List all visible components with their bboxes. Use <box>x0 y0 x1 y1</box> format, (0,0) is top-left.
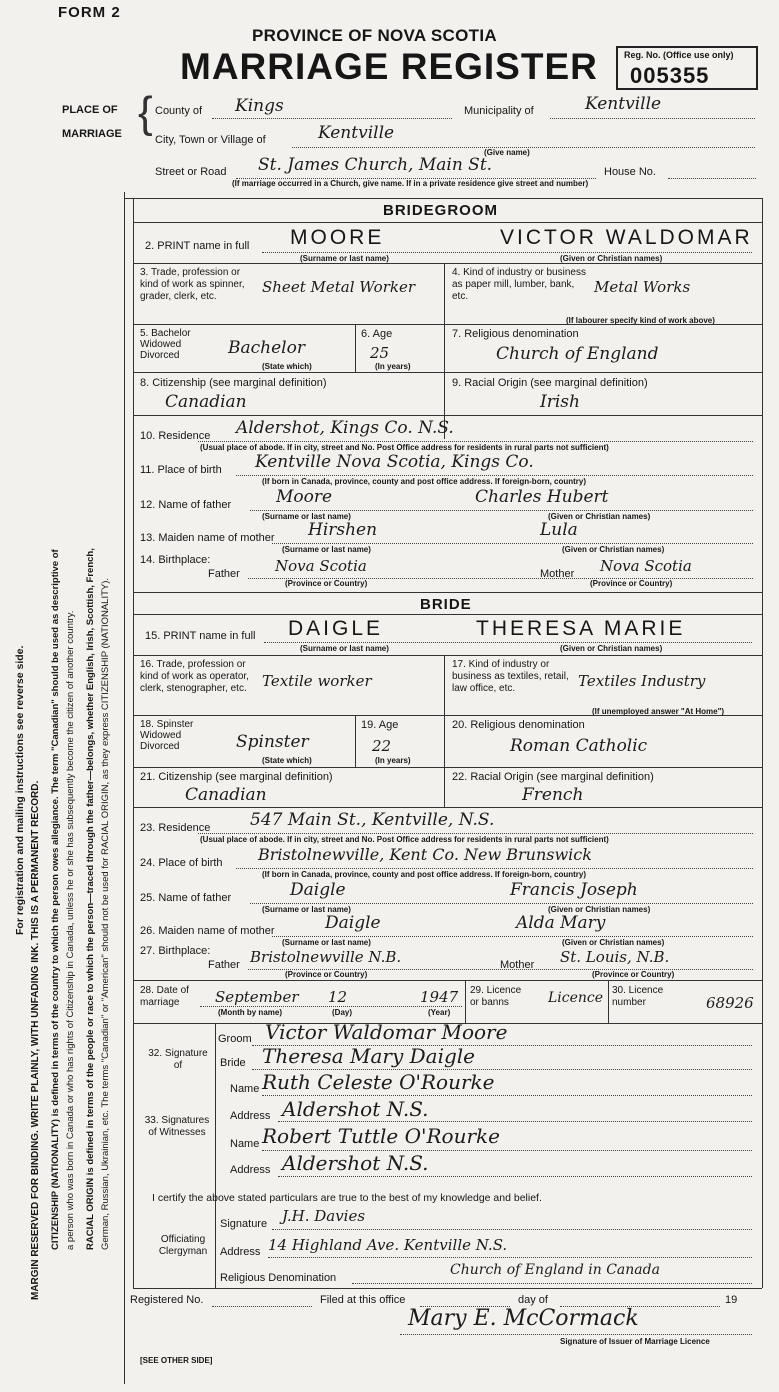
month-note: (Month by name) <box>218 1008 282 1017</box>
bridegroom-heading: BRIDEGROOM <box>383 202 498 219</box>
bride-given-note: (Given or Christian names) <box>560 644 663 653</box>
clergy-sig-label: Signature <box>220 1218 268 1230</box>
groom-mother-birth: Nova Scotia <box>600 557 692 575</box>
clergy-address-label: Address <box>220 1246 261 1258</box>
f14-mother-note: (Province or Country) <box>590 579 673 588</box>
place-label-2: MARRIAGE <box>62 128 122 140</box>
f23-note: (Usual place of abode. If in city, street and No. Post Office address for residents in rural parts not sufficient) <box>200 835 609 844</box>
f9-label: 9. Racial Origin (see marginal definition) <box>452 377 648 389</box>
filed-label: Filed at this office <box>320 1294 406 1306</box>
bride-status: Spinster <box>236 732 309 752</box>
place-bracket: { <box>138 88 153 137</box>
bride-signature: Theresa Mary Daigle <box>262 1044 476 1068</box>
certify-text: I certify the above stated particulars are true to the best of my knowledge and belief. <box>152 1192 542 1204</box>
bride-mother-given: Alda Mary <box>516 913 606 933</box>
groom-industry: Metal Works <box>594 278 691 296</box>
bride-mother-given-note: (Given or Christian names) <box>562 938 665 947</box>
f14-father-label: Father <box>208 568 240 580</box>
groom-residence: Aldershot, Kings Co. N.S. <box>236 418 454 438</box>
bride-given: THERESA MARIE <box>476 617 686 640</box>
province-heading: PROVINCE OF NOVA SCOTIA <box>252 26 497 45</box>
county-value: Kings <box>235 96 284 116</box>
groom-religion: Church of England <box>496 344 659 364</box>
groom-mother-given: Lula <box>540 520 578 540</box>
marriage-year: 1947 <box>420 988 459 1006</box>
licence-type: Licence <box>548 990 604 1006</box>
clergy-signature: J.H. Davies <box>282 1207 366 1225</box>
groom-father-birth: Nova Scotia <box>275 557 367 575</box>
f14-father-note: (Province or Country) <box>285 579 368 588</box>
f3-label: 3. Trade, profession or kind of work as spinner, grader, clerk, etc. <box>140 267 245 302</box>
city-value: Kentville <box>318 123 395 143</box>
day-note: (Day) <box>332 1008 353 1017</box>
groom-birthplace: Kentville Nova Scotia, Kings Co. <box>255 452 534 472</box>
issuer-label: Signature of Issuer of Marriage Licence <box>560 1337 710 1346</box>
bride-father-birth: Bristolnewville N.B. <box>250 948 402 966</box>
f27-mother-note: (Province or Country) <box>592 970 675 979</box>
see-other-side: [SEE OTHER SIDE] <box>140 1356 213 1365</box>
bride-surname: DAIGLE <box>288 617 384 640</box>
f25-label: 25. Name of father <box>140 892 232 904</box>
f27-mother-label: Mother <box>500 959 535 971</box>
bride-origin: French <box>522 785 584 805</box>
f15-label: 15. PRINT name in full <box>145 630 256 642</box>
mother-given-note: (Given or Christian names) <box>562 545 665 554</box>
f23-label: 23. Residence <box>140 822 211 834</box>
groom-mother-surname: Hirshen <box>308 520 378 540</box>
f24-note: (If born in Canada, province, county and post office address. If foreign-born, country) <box>262 870 587 879</box>
registered-label: Registered No. <box>130 1294 204 1306</box>
sidebar-line-5: RACIAL ORIGIN is defined in terms of the people or race to which the person—traced through the father—belongs, whether English, Irish, Scottish, French, <box>85 548 96 1250</box>
licence-number: 68926 <box>706 994 754 1012</box>
f27-father-label: Father <box>208 959 240 971</box>
bride-heading: BRIDE <box>420 596 472 613</box>
w2-address-label: Address <box>230 1164 271 1176</box>
state-which-note: (State which) <box>262 362 312 371</box>
f13-label: 13. Maiden name of mother <box>140 532 275 544</box>
groom-signature: Victor Waldomar Moore <box>265 1020 508 1044</box>
clergy-address: 14 Highland Ave. Kentville N.S. <box>268 1236 508 1254</box>
groom-citizenship: Canadian <box>165 392 247 412</box>
day-of-label: day of <box>518 1294 548 1306</box>
reg-number-box <box>616 46 758 90</box>
marriage-month: September <box>215 988 299 1006</box>
f28-label: 28. Date of marriage <box>140 985 189 1008</box>
form-number: FORM 2 <box>58 4 121 21</box>
f27-label: 27. Birthplace: <box>140 945 211 957</box>
sidebar-line-4: a person who was born in Canada or who has rights of Citizenship in Canada, unless he or she has subsequently become the citizen of another country. <box>65 610 76 1250</box>
f6-label: 6. Age <box>361 328 393 340</box>
bride-mother-surname: Daigle <box>325 913 381 933</box>
f11-note: (If born in Canada, province, county and post office address. If foreign-born, country) <box>262 477 587 486</box>
witness2-address: Aldershot N.S. <box>282 1151 429 1175</box>
f17-note: (If unemployed answer "At Home") <box>592 707 725 716</box>
w2-name-label: Name <box>230 1138 260 1150</box>
year-note: (Year) <box>428 1008 451 1017</box>
clergy-denomination: Church of England in Canada <box>450 1262 660 1278</box>
groom-age: 25 <box>370 344 390 362</box>
clergy-denom-label: Religious Denomination <box>220 1272 337 1284</box>
bride-state-which-note: (State which) <box>262 756 312 765</box>
county-label: County of <box>155 105 203 117</box>
bride-sig-label: Bride <box>220 1057 246 1069</box>
bride-age: 22 <box>372 737 392 755</box>
bride-father-surname-note: (Surname or last name) <box>262 905 351 914</box>
bride-residence: 547 Main St., Kentville, N.S. <box>250 810 495 830</box>
street-note: (If marriage occurred in a Church, give name. If in a private residence give street and number) <box>232 179 589 188</box>
bride-citizenship: Canadian <box>185 785 267 805</box>
f14-mother-label: Mother <box>540 568 575 580</box>
f21-label: 21. Citizenship (see marginal definition) <box>140 771 333 783</box>
f32-label: 32. Signature of <box>148 1048 208 1071</box>
bride-birthplace: Bristolnewville, Kent Co. New Brunswick <box>258 845 592 864</box>
groom-surname: MOORE <box>290 226 385 249</box>
bride-in-years-note: (In years) <box>375 756 411 765</box>
sidebar-line-6: German, Russian, Ukrainian, etc. The terms "Canadian" or "American" should not be used for RACIAL ORIGIN, as they express CITIZENSHIP (NATIONALITY). <box>100 577 111 1250</box>
page-title: MARRIAGE REGISTER <box>180 46 598 87</box>
reg-number: 005355 <box>630 63 710 88</box>
bride-religion: Roman Catholic <box>510 736 648 756</box>
f12-label: 12. Name of father <box>140 499 232 511</box>
f30-label: 30. Licence number <box>612 985 664 1008</box>
in-years-note: (In years) <box>375 362 411 371</box>
w1-name-label: Name <box>230 1083 260 1095</box>
year-prefix: 19 <box>725 1294 738 1306</box>
sidebar-line-3: CITIZENSHIP (NATIONALITY) is defined in terms of the country to which the person owes allegiance. The term "Canadian" should be used as descriptive of <box>50 549 61 1250</box>
f11-label: 11. Place of birth <box>140 464 222 476</box>
groom-father-given: Charles Hubert <box>475 487 609 507</box>
bride-surname-note: (Surname or last name) <box>300 644 389 653</box>
house-label: House No. <box>604 166 656 178</box>
f2-label: 2. PRINT name in full <box>145 240 250 252</box>
sidebar-line-2: MARGIN RESERVED FOR BINDING. WRITE PLAINLY, WITH UNFADING INK. THIS IS A PERMANENT RECORD. <box>30 780 41 1300</box>
bride-father-given-note: (Given or Christian names) <box>548 905 651 914</box>
f5-label: 5. Bachelor Widowed Divorced <box>140 328 191 361</box>
bride-trade: Textile worker <box>262 672 372 690</box>
street-value: St. James Church, Main St. <box>258 155 493 175</box>
bride-mother-birth: St. Louis, N.B. <box>560 948 670 966</box>
bride-father-surname: Daigle <box>290 880 346 900</box>
f10-label: 10. Residence <box>140 430 211 442</box>
witness2-name: Robert Tuttle O'Rourke <box>262 1124 500 1148</box>
f4-label: 4. Kind of industry or business as paper mill, lumber, bank, etc. <box>452 267 586 302</box>
bride-mother-surname-note: (Surname or last name) <box>282 938 371 947</box>
f7-label: 7. Religious denomination <box>452 328 579 340</box>
f14-label: 14. Birthplace: <box>140 554 211 566</box>
f22-label: 22. Racial Origin (see marginal definition) <box>452 771 654 783</box>
municipality-label: Municipality of <box>464 105 534 117</box>
street-label: Street or Road <box>155 166 227 178</box>
sidebar-line-1: For registration and mailing instructions see reverse side. <box>14 645 26 935</box>
officiating-label: Officiating Clergyman <box>158 1234 208 1257</box>
f18-label: 18. Spinster Widowed Divorced <box>140 719 194 752</box>
groom-status: Bachelor <box>228 338 305 358</box>
groom-father-surname: Moore <box>276 487 333 507</box>
f16-label: 16. Trade, profession or kind of work as operator, clerk, stenographer, etc. <box>140 659 249 694</box>
f26-label: 26. Maiden name of mother <box>140 925 275 937</box>
witness1-address: Aldershot N.S. <box>282 1097 429 1121</box>
groom-sig-label: Groom <box>218 1033 252 1045</box>
reg-label: Reg. No. (Office use only) <box>624 50 734 60</box>
father-surname-note: (Surname or last name) <box>262 512 351 521</box>
f17-label: 17. Kind of industry or business as textiles, retail, law office, etc. <box>452 659 569 694</box>
place-label-1: PLACE OF <box>62 104 118 116</box>
groom-origin: Irish <box>540 392 580 412</box>
f8-label: 8. Citizenship (see marginal definition) <box>140 377 327 389</box>
w1-address-label: Address <box>230 1110 271 1122</box>
given-note: (Given or Christian names) <box>560 254 663 263</box>
bride-industry: Textiles Industry <box>578 672 706 690</box>
city-label: City, Town or Village of <box>155 134 266 146</box>
give-name-note: (Give name) <box>484 148 530 157</box>
municipality-value: Kentville <box>585 94 662 114</box>
f20-label: 20. Religious denomination <box>452 719 585 731</box>
f24-label: 24. Place of birth <box>140 857 223 869</box>
f19-label: 19. Age <box>361 719 399 731</box>
issuer-signature: Mary E. McCormack <box>408 1306 639 1331</box>
f4-note: (If labourer specify kind of work above) <box>566 316 715 325</box>
mother-surname-note: (Surname or last name) <box>282 545 371 554</box>
marriage-day: 12 <box>328 988 348 1006</box>
f27-father-note: (Province or Country) <box>285 970 368 979</box>
f29-label: 29. Licence or banns <box>470 985 522 1008</box>
f33-label: 33. Signatures of Witnesses <box>144 1115 210 1138</box>
bride-father-given: Francis Joseph <box>510 880 638 900</box>
father-given-note: (Given or Christian names) <box>548 512 651 521</box>
groom-trade: Sheet Metal Worker <box>262 278 415 296</box>
surname-note: (Surname or last name) <box>300 254 389 263</box>
witness1-name: Ruth Celeste O'Rourke <box>262 1070 495 1094</box>
f10-note: (Usual place of abode. If in city, street and No. Post Office address for residents in rural parts not sufficient) <box>200 443 609 452</box>
groom-given: VICTOR WALDOMAR <box>500 226 753 249</box>
